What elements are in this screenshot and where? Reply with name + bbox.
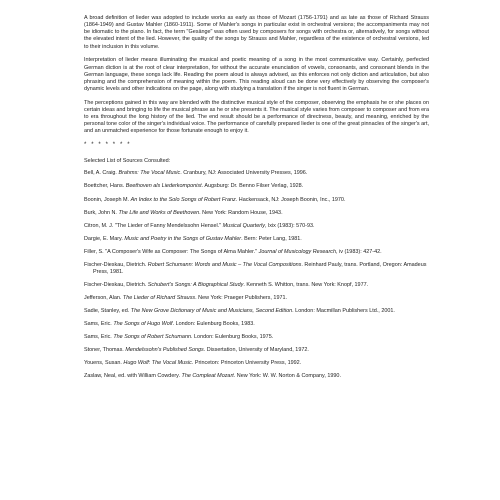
reference-entry [84,295,429,302]
intro-paragraph-3: The perceptions gained in this way are blended with the distinctive musical style of the composer, observing the emphasis he or she places on certain ideas and bringing to life the musical phrase as he or she presents it. The musical style varies from composer to composer and from era to era throughout the long history of the lied. The end result should be a performance of directness, beauty, and meaning, enriched by the personal tone color of the singer's individual voice. The performance of carefully prepared lieder is one of the great pinnacles of the singer's art, and an unmatched experience for those fortunate enough to enjoy it. [84,99,429,135]
reference-title: The New Grove Dictionary of Music and Musicians, Second Edition [130,308,293,315]
reference-entry [84,334,429,341]
reference-text: . London: Eulenburg Books, 1983. [172,321,255,328]
reference-text: Citron, M. J. "The Lieder of Fanny Mendelssohn Hensel." [84,222,223,229]
reference-title: Mendelssohn's Published Songs [125,347,204,354]
reference-title: Beethoven als Liederkomponist [125,183,202,190]
reference-text: Filler, S. "A Composer's Wife as Composer: The Songs of Alma Mahler." [84,248,259,255]
reference-text: . Cranbury, NJ: Associated University Presses, 1996. [180,170,308,177]
reference-entry [84,321,429,328]
reference-text: . New York: Random House, 1943. [199,209,283,216]
reference-text: . Bern: Peter Lang, 1981. [241,235,302,242]
reference-entry [84,347,429,354]
reference-title: The Compleat Mozart [181,373,234,380]
reference-entry [84,262,429,276]
reference-title: Musical Quarterly [222,222,265,229]
reference-text: . London: Eulenburg Books, 1975. [191,334,274,341]
reference-text: Fischer-Dieskau, Dietrich. [84,261,148,268]
reference-text: Dargie, E. Mary. [84,235,125,242]
reference-text: Sams, Eric. [84,334,114,341]
reference-entry [84,282,429,289]
reference-title: Brahms: The Vocal Music [118,170,181,177]
reference-text: Jefferson, Alan. [84,295,123,302]
reference-text: Youens, Susan. [84,360,124,367]
intro-paragraph-1: A broad definition of lieder was adopted to include works as early as those of Mozart (1756-1791) and as late as those of Richard Strauss (1864-1949) and Gustav Mahler (1860-1911). Some of Mahler's songs in particular exist in orchestral versions; the accompaniments may not be idiomatic to the piano. In fact, the term "Gesänge" was often used by composers for songs with orchestra or, alternatively, for songs without the elevated intent of the lied. However, the quality of the songs by Strauss and Mahler, regardless of the existence of orchestral versions, led to their inclusion in this volume. [84,15,429,50]
reference-text: . Dissertation, University of Maryland, 1972. [203,347,309,354]
reference-entry [84,360,429,367]
reference-title: Hugo Wolf: The Vocal Music [123,360,192,367]
reference-entry [84,308,429,315]
document-page [84,15,429,386]
intro-paragraph-2: Interpretation of lieder means illuminating the musical and poetic meaning of a song in the most communicative way. Certainly, perfected German diction is at the root of clear interpretation, for without the accurate enunciation of vowels, consonants, and consonant blends in the German language, these songs lack life. Reading the poem aloud is always advised, as this enforces not only diction and articulation, but also phrasing and the comprehension of meaning within the poem. This reading aloud can be done very effectively by observing the composer's dynamic levels and other indications on the page, along with studying a translation if the singer is not fluent in German. [84,57,429,92]
reference-entry [84,197,429,204]
reference-text: Fischer-Dieskau, Dietrich. [84,281,148,288]
reference-text: . Hackensack, NJ: Joseph Boonin, Inc., 1970. [235,196,346,203]
reference-text: Boonin, Joseph M. [84,196,131,203]
reference-entry [84,183,429,190]
reference-text: . Reinhard Pauly, trans. Portland, Oregon: Amadeus Press, 1981. [93,261,427,275]
reference-text: . Princeton: Princeton University Press, 1992. [191,360,302,367]
reference-text: Sams, Eric. [84,321,114,328]
reference-text: , iv (1983): 427-42. [336,248,382,255]
reference-text: Boettcher, Hans. [84,183,126,190]
reference-text: . Augsburg: Dr. Benno Filser Verlag, 1928. [201,183,304,190]
reference-title: Journal of Musicology Research [258,248,337,255]
reference-text: . New York: Praeger Publishers, 1971. [195,295,288,302]
reference-title: An Index to the Solo Songs of Robert Franz [130,196,236,203]
reference-title: Schubert's Songs: A Biographical Study [147,281,244,288]
reference-list [84,170,429,380]
reference-title: Robert Schumann: Words and Music – The Vocal Compositions [147,261,302,268]
section-separator: * * * * * * * [84,142,132,149]
reference-entry [84,170,429,177]
reference-entry [84,236,429,243]
reference-title: The Lieder of Richard Strauss [122,295,196,302]
reference-text: Stoner, Thomas. [84,347,126,354]
reference-text: Sadie, Stanley, ed. [84,308,131,315]
reference-text: . Kenneth S. Whitton, trans. New York: Knopf, 1977. [243,281,369,288]
reference-entry [84,373,429,380]
reference-entry [84,210,429,217]
reference-text: . London: Macmillan Publishers Ltd., 2001. [292,308,395,315]
sources-heading: Selected List of Sources Consulted: [84,158,171,165]
reference-title: Music and Poetry in the Songs of Gustav Mahler [124,235,242,242]
reference-text: Bell, A. Craig. [84,170,119,177]
reference-text: Burk, John N. [84,209,119,216]
reference-title: The Songs of Robert Schumann [113,334,191,341]
reference-text: . New York: W. W. Norton & Company, 1990. [233,373,341,380]
reference-title: The Life and Works of Beethoven [118,209,200,216]
reference-entry [84,223,429,230]
reference-text: Zaslaw, Neal, ed. with William Cowdery. [84,373,182,380]
reference-title: The Songs of Hugo Wolf [113,321,173,328]
reference-text: , lxix (1983): 570-93. [264,222,315,229]
reference-entry [84,249,429,256]
